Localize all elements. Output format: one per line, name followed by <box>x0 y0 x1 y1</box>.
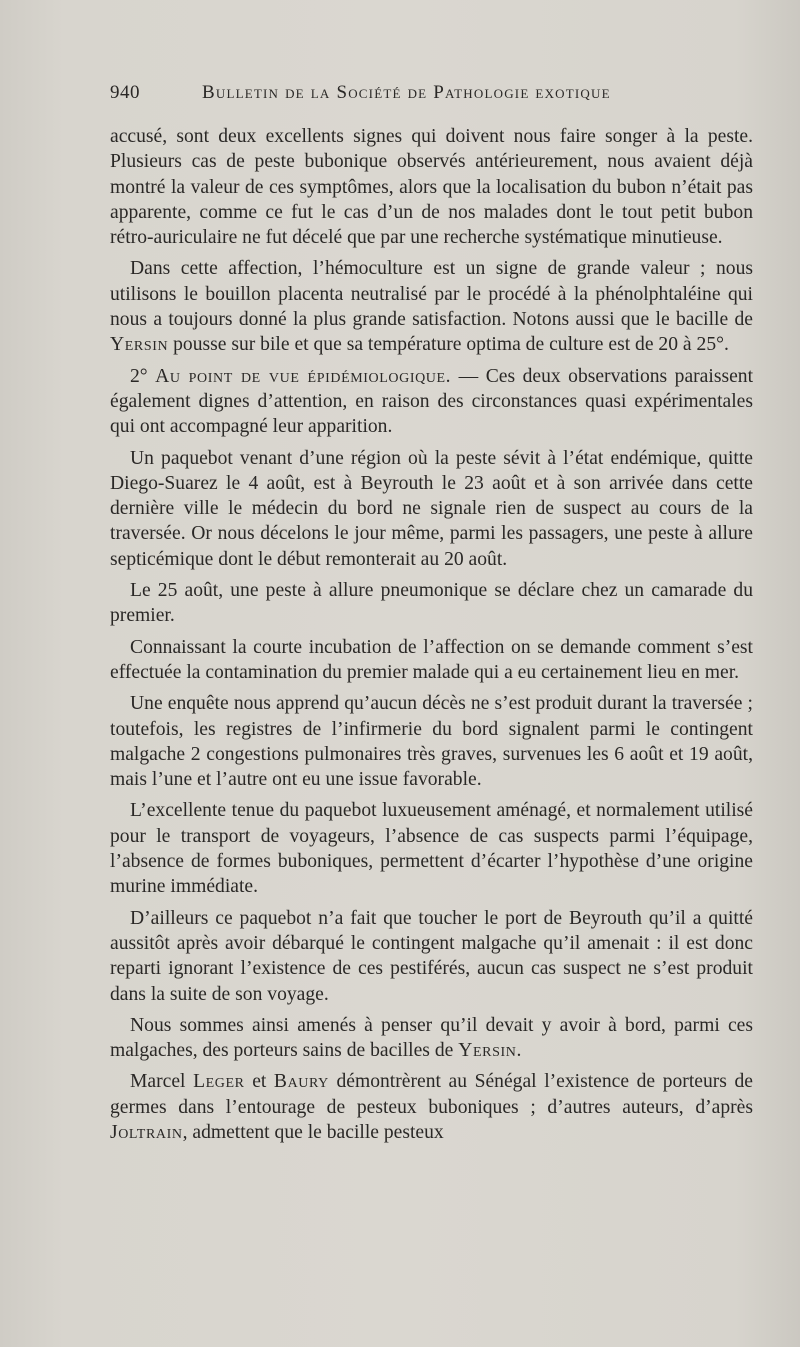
author-name: Baury <box>273 1071 329 1093</box>
running-title: Bulletin de la Société de Pathologie exotique <box>202 82 611 103</box>
paragraph: accusé, sont deux excellents signes qui doivent nous faire songer à la peste. Plusieurs cas de peste bubonique observés antérieurement, nous avaient déjà montré la valeur de ces symptômes, alors que la localisation du bubon n’était pas apparente, comme ce fut le cas d’un de nos malades dont le tout petit bubon rétro-auriculaire ne fut décelé que par une recherche systématique minutieuse. <box>110 126 753 249</box>
text-run: démontrèrent au Sénégal l’existence de porteurs de germes dans l’entourage de pesteux buboniques ; d’autres auteurs, d’après <box>110 1071 753 1118</box>
page-number: 940 <box>110 82 140 103</box>
paragraph: L’excellente tenue du paquebot luxueusement aménagé, et normalement utilisé pour le transport de voyageurs, l’absence de cas suspects parmi l’équipage, l’absence de formes buboniques, permettent d’écarter l’hypothèse d’une origine murine immédiate. <box>110 800 753 898</box>
paragraph: Le 25 août, une peste à allure pneumonique se déclare chez un camarade du premier. <box>110 580 753 627</box>
author-name: Leger <box>193 1071 245 1093</box>
text-run: . <box>516 1040 522 1062</box>
author-name: Yersin <box>110 334 169 356</box>
text-run: pousse sur bile et que sa température optima de culture est de 20 à 25°. <box>168 334 729 356</box>
text-run: , admettent que le bacille pesteux <box>182 1121 444 1143</box>
author-name: Yersin <box>458 1040 517 1062</box>
paragraph <box>110 256 753 357</box>
text-run: Marcel <box>130 1071 194 1093</box>
section-paragraph <box>110 364 753 440</box>
paragraph: Une enquête nous apprend qu’aucun décès ne s’est produit durant la traversée ; toutefois, les registres de l’infirmerie du bord signalent parmi le contingent malgache 2 congestions pulmonaires très graves, survenues les 6 août et 19 août, mais l’une et l’autre ont eu une issue favorable. <box>110 693 753 791</box>
page-header <box>110 82 755 112</box>
paragraph: D’ailleurs ce paquebot n’a fait que toucher le port de Beyrouth qu’il a quitté aussitôt après avoir débarqué le contingent malgache qu’il amenait : il est donc reparti ignorant l’existence de ces pestiférés, aucun cas suspect ne s’est produit dans la suite de son voyage. <box>110 907 753 1005</box>
paragraph: Un paquebot venant d’une région où la peste sévit à l’état endémique, quitte Diego-Suarez le 4 août, est à Beyrouth le 23 août et à son arrivée dans cette dernière ville le médecin du bord ne signale rien de suspect au cours de la traversée. Or nous décelons le jour même, parmi les passagers, une peste à allure septicémique dont le début remonterait au 20 août. <box>110 447 753 570</box>
text-run: — Ces deux observations paraissent également dignes d’attention, en raison des circonstances quasi expérimentales qui ont accompagné leur apparition. <box>110 365 754 438</box>
paragraph: Connaissant la courte incubation de l’affection on se demande comment s’est effectuée la contamination du premier malade qui a eu certainement lieu en mer. <box>110 636 753 683</box>
text-run: et <box>244 1071 274 1093</box>
section-number: 2° <box>130 365 156 387</box>
body-text <box>110 124 753 1151</box>
author-name: Joltrain <box>110 1121 183 1143</box>
section-title: Au point de vue épidémiologique. <box>155 365 452 387</box>
text-run: Dans cette affection, l’hémoculture est un signe de grande valeur ; nous utilisons le bouillon placenta neutralisé par le procédé à la phénolphtaléine qui nous a toujours donné la plus grande satisfaction. Notons aussi que le bacille de <box>110 258 753 331</box>
paragraph <box>110 1013 753 1064</box>
paragraph <box>110 1069 753 1145</box>
text-run: Nous sommes ainsi amenés à penser qu’il devait y avoir à bord, parmi ces malgaches, des porteurs sains de bacilles de <box>110 1014 753 1062</box>
